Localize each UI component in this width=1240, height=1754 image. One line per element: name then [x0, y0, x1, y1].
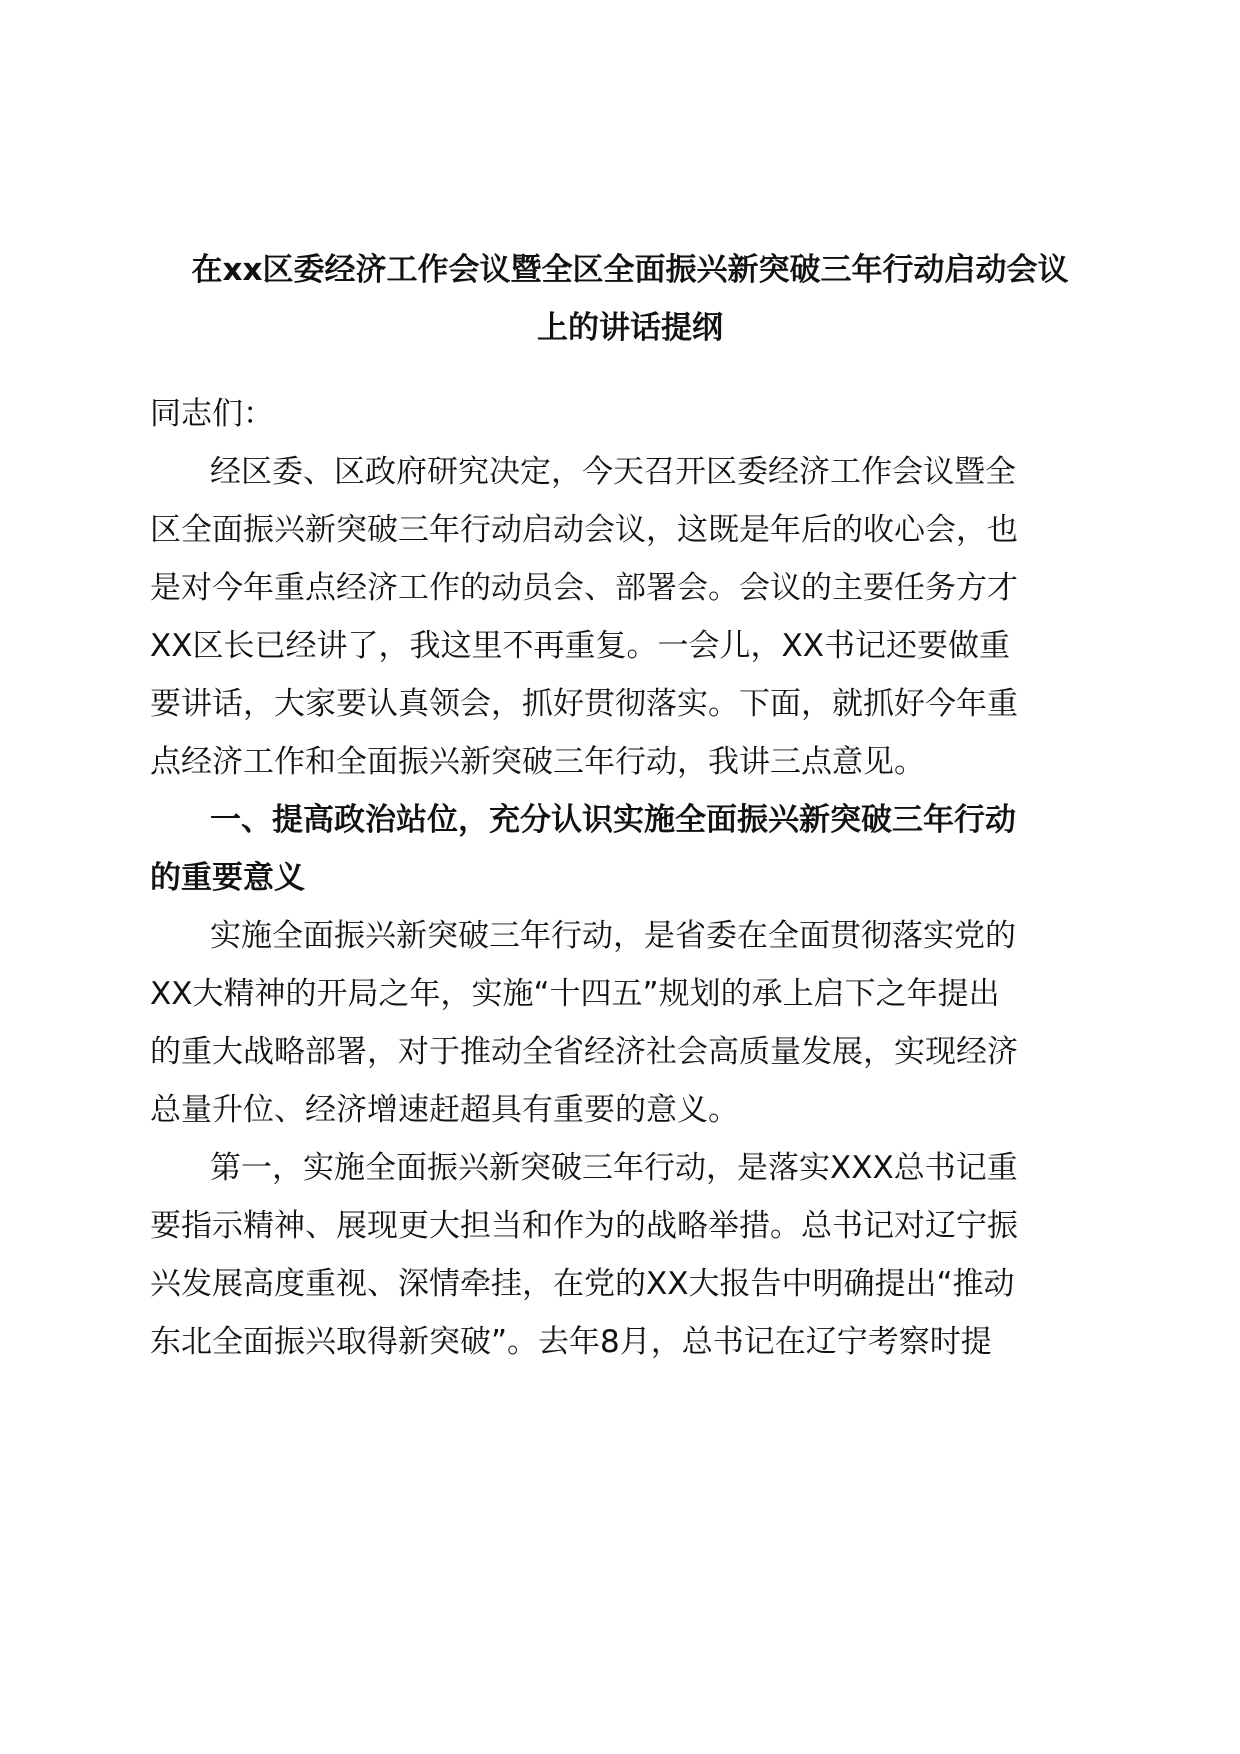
- paragraph-2-line-1: 实施全面振兴新突破三年行动，是省委在全面贯彻落实党的: [210, 918, 1016, 954]
- section-heading-1-line-1: 一、提高政治站位，充分认识实施全面振兴新突破三年行动: [210, 802, 1016, 838]
- document-title-line-1: 在xx区委经济工作会议暨全区全面振兴新突破三年行动启动会议: [191, 252, 1069, 288]
- section-heading-1-line-2: 的重要意义: [150, 860, 305, 896]
- document-title-line-2: 上的讲话提纲: [537, 310, 723, 346]
- paragraph-1-line-4: XX区长已经讲了，我这里不再重复。一会儿，XX书记还要做重: [150, 628, 1010, 664]
- salutation: 同志们：: [150, 396, 274, 432]
- paragraph-2-line-3: 的重大战略部署，对于推动全省经济社会高质量发展，实现经济: [150, 1034, 1018, 1070]
- paragraph-1-line-2: 区全面振兴新突破三年行动启动会议，这既是年后的收心会，也: [150, 512, 1018, 548]
- paragraph-1-line-5: 要讲话，大家要认真领会，抓好贯彻落实。下面，就抓好今年重: [150, 686, 1018, 722]
- paragraph-1-line-1: 经区委、区政府研究决定，今天召开区委经济工作会议暨全: [210, 454, 1016, 490]
- paragraph-2-line-4: 总量升位、经济增速赶超具有重要的意义。: [150, 1092, 739, 1128]
- paragraph-3-line-3: 兴发展高度重视、深情牵挂，在党的XX大报告中明确提出“推动: [150, 1266, 1015, 1302]
- paragraph-3-line-1: 第一，实施全面振兴新突破三年行动，是落实XXX总书记重: [210, 1150, 1018, 1186]
- paragraph-1-line-6: 点经济工作和全面振兴新突破三年行动，我讲三点意见。: [150, 744, 925, 780]
- paragraph-2-line-2: XX大精神的开局之年，实施“十四五”规划的承上启下之年提出: [150, 976, 1000, 1012]
- paragraph-3-line-2: 要指示精神、展现更大担当和作为的战略举措。总书记对辽宁振: [150, 1208, 1018, 1244]
- paragraph-1-line-3: 是对今年重点经济工作的动员会、部署会。会议的主要任务方才: [150, 570, 1018, 606]
- paragraph-3-line-4: 东北全面振兴取得新突破”。去年8月，总书记在辽宁考察时提: [150, 1324, 992, 1360]
